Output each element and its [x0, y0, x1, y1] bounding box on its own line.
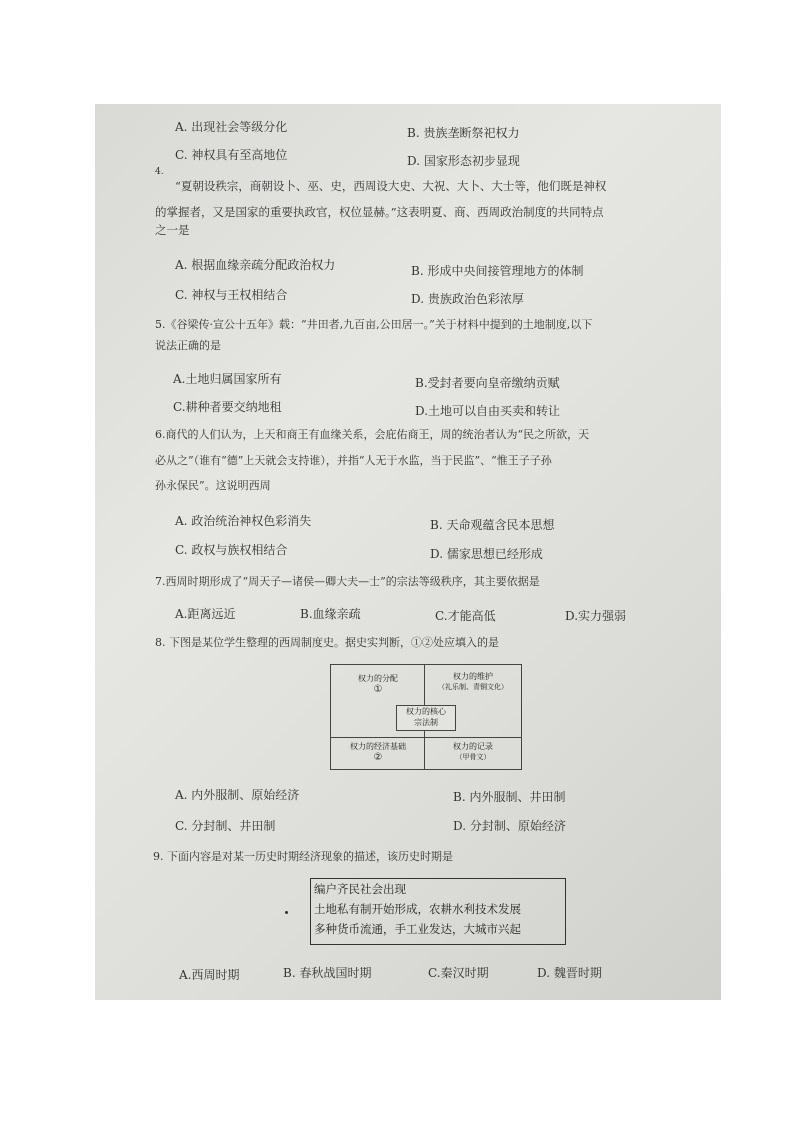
stray-dot [285, 911, 288, 914]
power-maintenance-title: 权力的维护 [453, 672, 493, 681]
box-line-1: 编户齐民社会出现 [314, 882, 406, 896]
power-core-sub: 宗法制 [414, 718, 438, 727]
q5-stem-line1: 5.《谷梁传·宣公十五年》载：“井田者,九百亩,公田居一。”关于材料中提到的土地制度,以下 [155, 318, 593, 331]
q4-option-d[interactable]: D. 贵族政治色彩浓厚 [411, 292, 524, 306]
q4-stem-line3: 之一是 [155, 223, 190, 237]
q9-option-d[interactable]: D. 魏晋时期 [537, 966, 602, 980]
q8-option-d[interactable]: D. 分封制、原始经济 [453, 819, 566, 833]
power-record-title: 权力的记录 [453, 742, 493, 751]
q7-option-a[interactable]: A.距离远近 [175, 607, 236, 621]
power-core-title: 权力的核心 [406, 707, 446, 716]
q7-option-b[interactable]: B.血缘亲疏 [300, 607, 361, 621]
q5-option-b[interactable]: B.受封者要向皇帝缴纳贡赋 [415, 376, 560, 390]
q6-stem-line1: 6.商代的人们认为，上天和商王有血缘关系，会庇佑商王，周的统治者认为“民之所欲，天 [155, 428, 590, 441]
box-line-3: 多种货币流通，手工业发达，大城市兴起 [314, 922, 521, 936]
q3-option-d[interactable]: D. 国家形态初步显现 [407, 154, 520, 168]
q8-option-a[interactable]: A. 内外服制、原始经济 [175, 788, 300, 802]
scanned-exam-photo [95, 104, 721, 1000]
q9-option-b[interactable]: B. 春秋战国时期 [283, 966, 372, 980]
q9-option-a[interactable]: A.西周时期 [179, 968, 240, 982]
q5-option-a[interactable]: A.土地归属国家所有 [173, 372, 282, 386]
q7-option-d[interactable]: D.实力强弱 [565, 609, 627, 623]
q9-description-box [310, 878, 566, 945]
q4-option-b[interactable]: B. 形成中央间接管理地方的体制 [411, 264, 584, 278]
power-economy-title: 权力的经济基础 [350, 742, 406, 751]
q8-option-c[interactable]: C. 分封制、井田制 [175, 819, 276, 833]
power-distribution-title: 权力的分配 [358, 674, 398, 683]
q6-option-c[interactable]: C. 政权与族权相结合 [175, 543, 288, 557]
diagram-power-maintenance [427, 671, 519, 693]
q7-option-c[interactable]: C.才能高低 [435, 609, 496, 623]
q4-option-c[interactable]: C. 神权与王权相结合 [175, 288, 288, 302]
q4-number: 4. [155, 167, 164, 177]
q4-stem-line1: “夏朝设秩宗，商朝设卜、巫、史，西周设大史、大祝、大卜、大士等，他们既是神权 [175, 179, 607, 193]
q5-option-d[interactable]: D.土地可以自由买卖和转让 [415, 404, 561, 418]
q4-option-a[interactable]: A. 根据血缘亲疏分配政治权力 [175, 258, 336, 272]
q5-option-c[interactable]: C.耕种者要交纳地租 [173, 400, 282, 414]
q8-system-diagram [330, 664, 522, 770]
q6-option-b[interactable]: B. 天命观蕴含民本思想 [430, 518, 555, 532]
blank-marker-1: ① [373, 684, 383, 695]
q6-stem-line3: 孙永保民”。这说明西周 [155, 479, 271, 492]
diagram-power-distribution [335, 673, 421, 695]
q5-stem-line2: 说法正确的是 [155, 339, 221, 352]
q6-option-a[interactable]: A. 政治统治神权色彩消失 [175, 514, 312, 528]
diagram-power-record [427, 741, 519, 763]
q8-option-b[interactable]: B. 内外服制、井田制 [453, 790, 566, 804]
q3-option-c[interactable]: C. 神权具有至高地位 [175, 148, 288, 162]
q4-stem-line2: 的掌握者，又是国家的重要执政官，权位显赫。”这表明夏、商、西周政治制度的共同特点 [155, 205, 604, 219]
q3-option-a[interactable]: A. 出现社会等级分化 [175, 120, 288, 134]
q7-stem-line1: 7.西周时期形成了“周天子—诸侯—卿大夫—士”的宗法等级秩序，其主要依据是 [155, 575, 540, 588]
blank-marker-2: ② [373, 752, 383, 763]
q9-option-c[interactable]: C.秦汉时期 [428, 966, 489, 980]
q6-stem-line2: 必从之”（谁有“德”上天就会支持谁），并指“人无于水监，当于民监”、“惟王子子孙 [155, 454, 552, 467]
power-maintenance-sub: （礼乐制、青铜文化） [438, 683, 508, 691]
diagram-power-core [396, 705, 456, 731]
q8-stem-line1: 8. 下图是某位学生整理的西周制度史。据史实判断，①②处应填入的是 [155, 636, 499, 649]
q6-option-d[interactable]: D. 儒家思想已经形成 [430, 547, 543, 561]
diagram-power-economy [335, 741, 421, 763]
diagram-horizontal-divider [331, 737, 521, 738]
power-record-sub: （甲骨文） [455, 753, 491, 761]
q3-option-b[interactable]: B. 贵族垄断祭祀权力 [407, 126, 520, 140]
q9-stem-line1: 9. 下面内容是对某一历史时期经济现象的描述，该历史时期是 [153, 850, 453, 863]
box-line-2: 土地私有制开始形成，农耕水利技术发展 [314, 902, 521, 916]
